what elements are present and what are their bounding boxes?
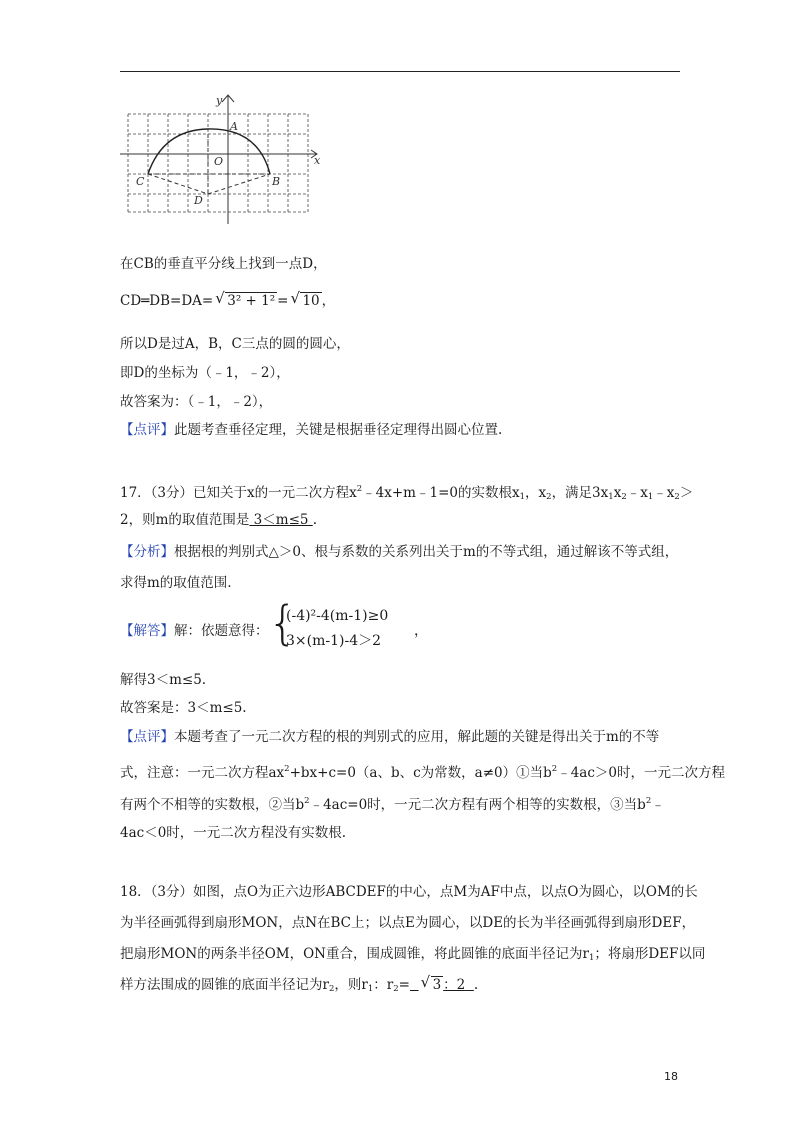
radical-icon: √ [215,289,225,307]
q17-comment-line1 [120,727,659,747]
q16-comment [120,420,502,440]
q18-line2: 为半径画弧得到扇形MON，点N在BC上；以点E为圆心，以DE的长为半径画弧得到扇形DEF， [120,915,696,931]
superscript: 2 [304,796,310,806]
q17-answer-line: 故答案是：3＜m≤5. [120,700,247,716]
q17-stem-a: 17．（3分）已知关于x的一元二次方程x [120,485,357,501]
q18-line3b: ；将扇形DEF以同 [594,946,706,962]
x-axis-label: x [314,154,321,167]
q17-comment-3b: ﹣4ac=0时，一元二次方程有两个相等的实数根，③当b [309,797,646,813]
q18-answer-sqrt [421,975,444,995]
subscript: 2 [674,492,680,502]
q18-answer-blank [410,973,474,993]
q18-line3a: 把扇形MON的两条半径OM，ON重合，围成圆锥，将此圆锥的底面半径记为r [120,946,589,962]
sqrt-result-radicand: 10 [302,293,320,309]
radical-icon: √ [420,973,431,991]
subscript: 2 [393,984,399,994]
subscript: 1 [647,492,654,502]
q18-line4 [120,975,478,999]
sqrt-expression [215,291,277,311]
inequality-2: 3×(m-1)-4＞2 [286,633,382,649]
superscript: 2 [551,764,558,774]
subscript: 1 [588,953,595,963]
subscript: 2 [546,492,552,502]
q17-comment-line3 [120,791,665,815]
sqrt-result [290,291,321,311]
left-brace-icon: { [268,596,298,650]
q16-equals: = [277,293,289,309]
system-suffix: ， [414,623,428,639]
q18-answer-radicand: 3 [432,977,442,993]
q17-stem-e: x [613,485,622,501]
q17-comment-text-1: 本题考查了一元二次方程的根的判别式的应用，解此题的关键是得出关于m的不等 [174,729,660,745]
q17-result: 解得3＜m≤5. [120,672,207,688]
point-c-label: C [136,175,145,188]
header-rule [120,71,680,72]
subscript: 2 [621,492,627,502]
q17-stem-b: ﹣4x+m﹣1=0的实数根x [362,485,520,501]
q18-line4c: ：r [373,977,394,993]
q17-stem-c: ，x [525,485,547,501]
q17-comment-3a: 有两个不相等的实数根，②当b [120,797,305,813]
q17-comment-line4: 4ac＜0时，一元二次方程没有实数根. [120,825,347,841]
q17-answer-blank: 3＜m≤5 [249,512,313,528]
q16-distance-line [120,291,335,311]
q17-stem-g: ﹣x [653,485,675,501]
subscript: 1 [367,984,374,994]
q17-comment-2a: 式，注意：一元二次方程ax [120,765,285,781]
q16-line-perpendicular: 在CB的垂直平分线上找到一点D， [120,256,327,272]
q17-stem-f: ﹣x [626,485,648,501]
q17-analysis-line1 [120,542,678,562]
q17-stem-h: ＞ [679,485,694,501]
q17-stem-d: ，满足3x [551,485,609,501]
q17-solution-line [120,621,269,641]
point-b-label: B [272,175,281,188]
superscript: 2 [284,764,290,774]
q16-distance-suffix: ， [321,293,336,309]
point-d-label: D [194,194,203,207]
subscript: 1 [608,492,614,502]
page-number: 18 [664,1070,678,1083]
q17-range-suffix: . [312,512,318,528]
q18-line4a: 样方法围成的圆锥的底面半径记为r [120,977,329,993]
inequality-1: (-4)²-4(m-1)≥0 [286,608,389,624]
q18-line4d: = [398,977,410,993]
superscript: 2 [645,796,652,806]
radical-icon: √ [290,289,301,307]
point-a-label: A [230,120,238,133]
q18-answer-rest: ：2 [443,977,466,993]
q17-analysis-text-1: 根据根的判别式△＞0、根与系数的关系列出关于m的不等式组，通过解该不等式组， [174,544,679,560]
q17-comment-line2 [120,759,725,783]
comment-tag: 【点评】 [120,729,174,745]
q16-distance-prefix: CD═DB=DA= [120,293,214,309]
q18-line1: 18．（3分）如图，点O为正六边形ABCDEF的中心，点M为AF中点，以点O为圆心，以OM的长 [120,884,698,900]
q17-comment-2b: +bx+c=0（a、b、c为常数，a≠0）①当b [289,765,552,781]
q17-comment-3c: ﹣ [651,797,665,813]
subscript: 2 [328,984,335,994]
inequality-system [268,596,428,652]
q17-range-prefix: 2，则m的取值范围是 [120,512,250,528]
q16-line-coordinates: 即D的坐标为（﹣1，﹣2）， [120,365,290,381]
superscript: 2 [356,484,363,494]
analysis-tag: 【分析】 [120,544,174,560]
q16-line-center: 所以D是过A，B，C三点的圆的圆心， [120,336,350,352]
q17-solution-text: 解：依题意得： [174,623,269,639]
q16-comment-text: 此题考查垂径定理，关键是根据垂径定理得出圆心位置. [174,422,503,438]
q18-line4b: ，则r [334,977,368,993]
q17-stem-line2 [120,510,317,530]
q17-comment-2c: ﹣4ac＞0时，一元二次方程 [557,765,725,781]
q18-line4e: . [473,977,479,993]
q17-stem-line1 [120,479,693,507]
q16-line-answer: 故答案为：（﹣1，﹣2）， [120,394,273,410]
comment-tag: 【点评】 [120,422,174,438]
subscript: 1 [519,492,526,502]
q17-analysis-line2: 求得m的取值范围. [120,575,232,591]
sqrt-radicand: 3² + 1² [227,293,276,309]
solution-tag: 【解答】 [120,623,174,639]
coordinate-figure [118,92,328,224]
origin-label: O [214,155,224,168]
q18-line3 [120,944,705,968]
y-axis-label: y [216,94,223,107]
